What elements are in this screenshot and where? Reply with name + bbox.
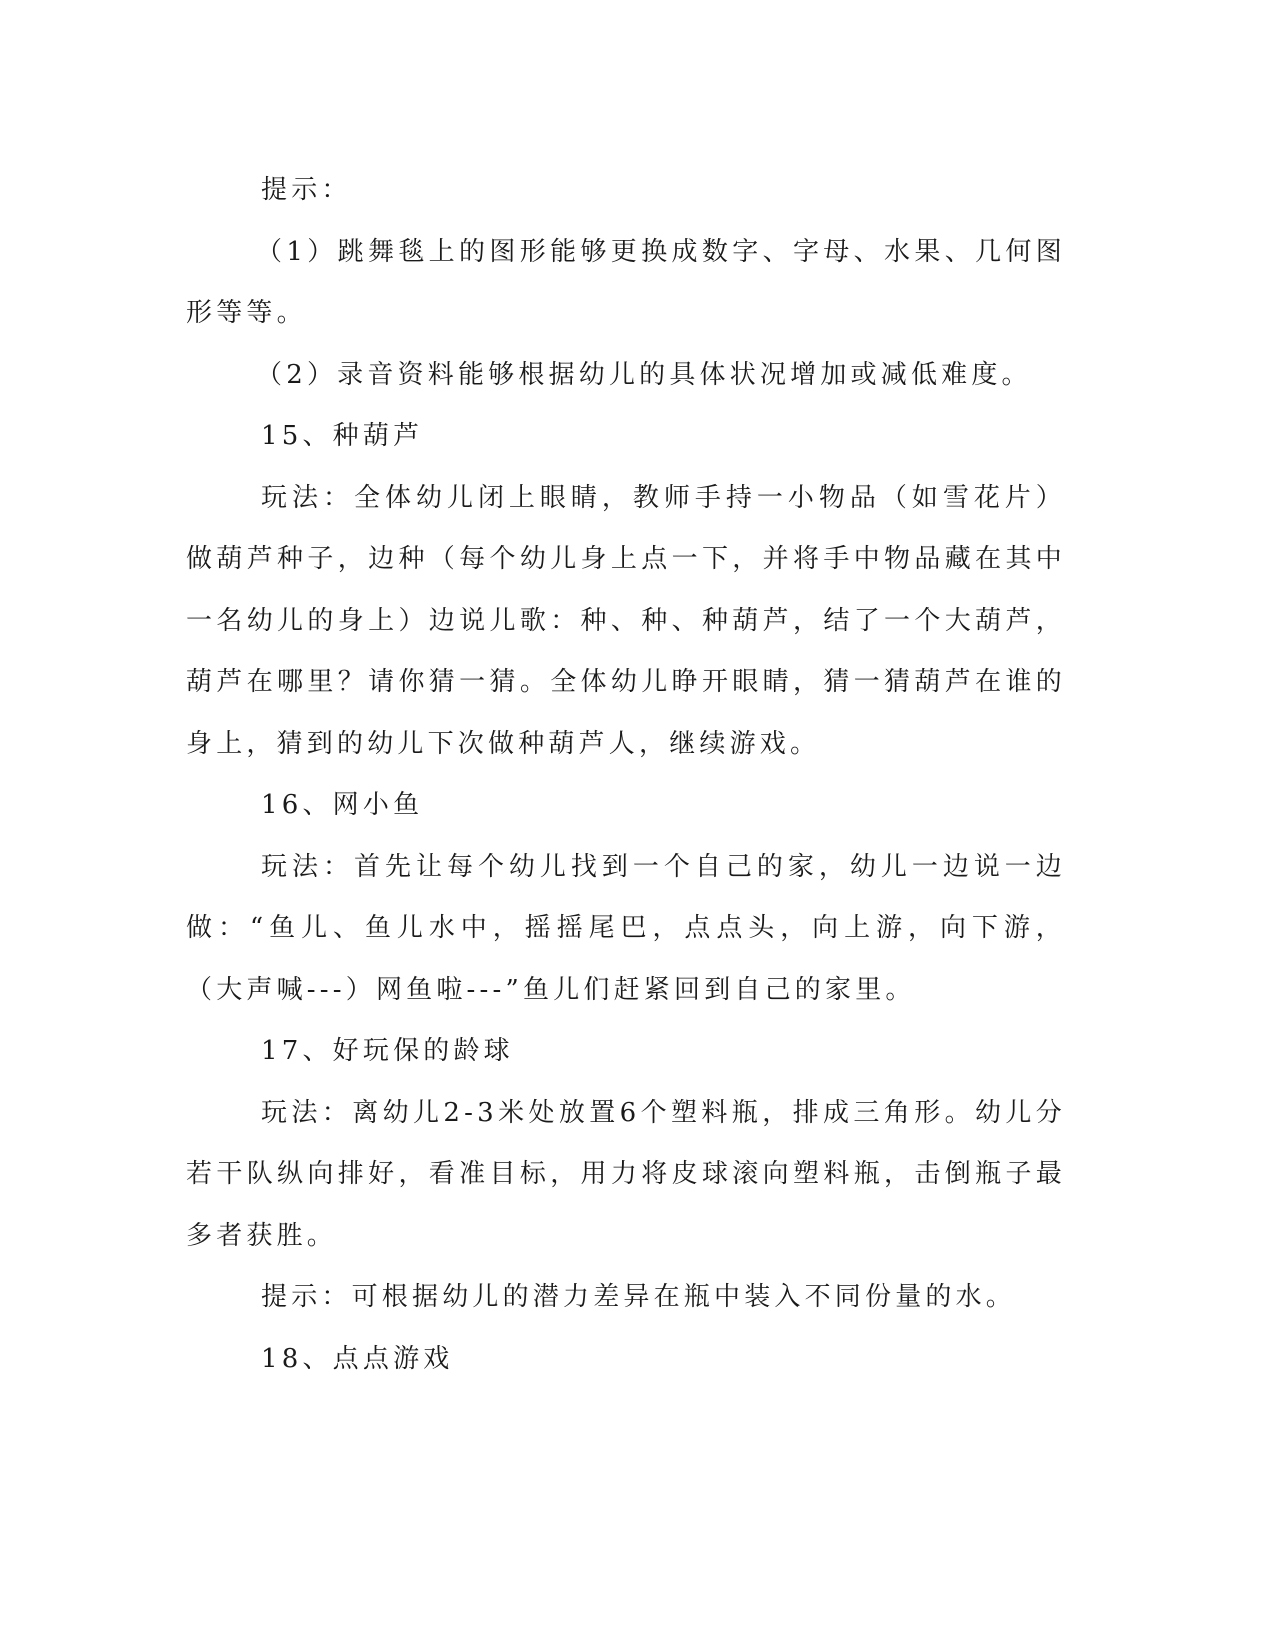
- section-title-17: 17、好玩保的龄球: [261, 1036, 514, 1066]
- section-title-18: 18、点点游戏: [261, 1343, 454, 1374]
- section-title-15: 15、种葫芦: [261, 421, 424, 451]
- document-body: [186, 160, 1066, 1390]
- section-17-tip: 提示：可根据幼儿的潜力差异在瓶中装入不同份量的水。: [261, 1282, 1017, 1312]
- section-15-rules: 玩法：全体幼儿闭上眼睛，教师手持一小物品（如雪花片）做葫芦种子，边种（每个幼儿身上点一下，并将手中物品藏在其中一名幼儿的身上）边说儿歌：种、种、种葫芦，结了一个大葫芦，葫芦在哪里？请你猜一猜。全体幼儿睁开眼睛，猜一猜葫芦在谁的身上，猜到的幼儿下次做种葫芦人，继续游戏。: [186, 482, 1066, 759]
- section-title-16: 16、网小鱼: [261, 790, 424, 820]
- tip-item-2: （2）录音资料能够根据幼儿的具体状况增加或减低难度。: [256, 359, 1032, 390]
- tip-heading: 提示：: [261, 175, 352, 205]
- tip-item-1: （1）跳舞毯上的图形能够更换成数字、字母、水果、几何图形等等。: [186, 236, 1066, 328]
- section-16-rules: 玩法：首先让每个幼儿找到一个自己的家，幼儿一边说一边做：“鱼儿、鱼儿水中，摇摇尾巴，点点头，向上游，向下游，（大声喊---）网鱼啦---”鱼儿们赶紧回到自己的家里。: [186, 851, 1066, 1005]
- section-17-rules: 玩法：离幼儿2-3米处放置6个塑料瓶，排成三角形。幼儿分若干队纵向排好，看准目标，用力将皮球滚向塑料瓶，击倒瓶子最多者获胜。: [186, 1097, 1066, 1251]
